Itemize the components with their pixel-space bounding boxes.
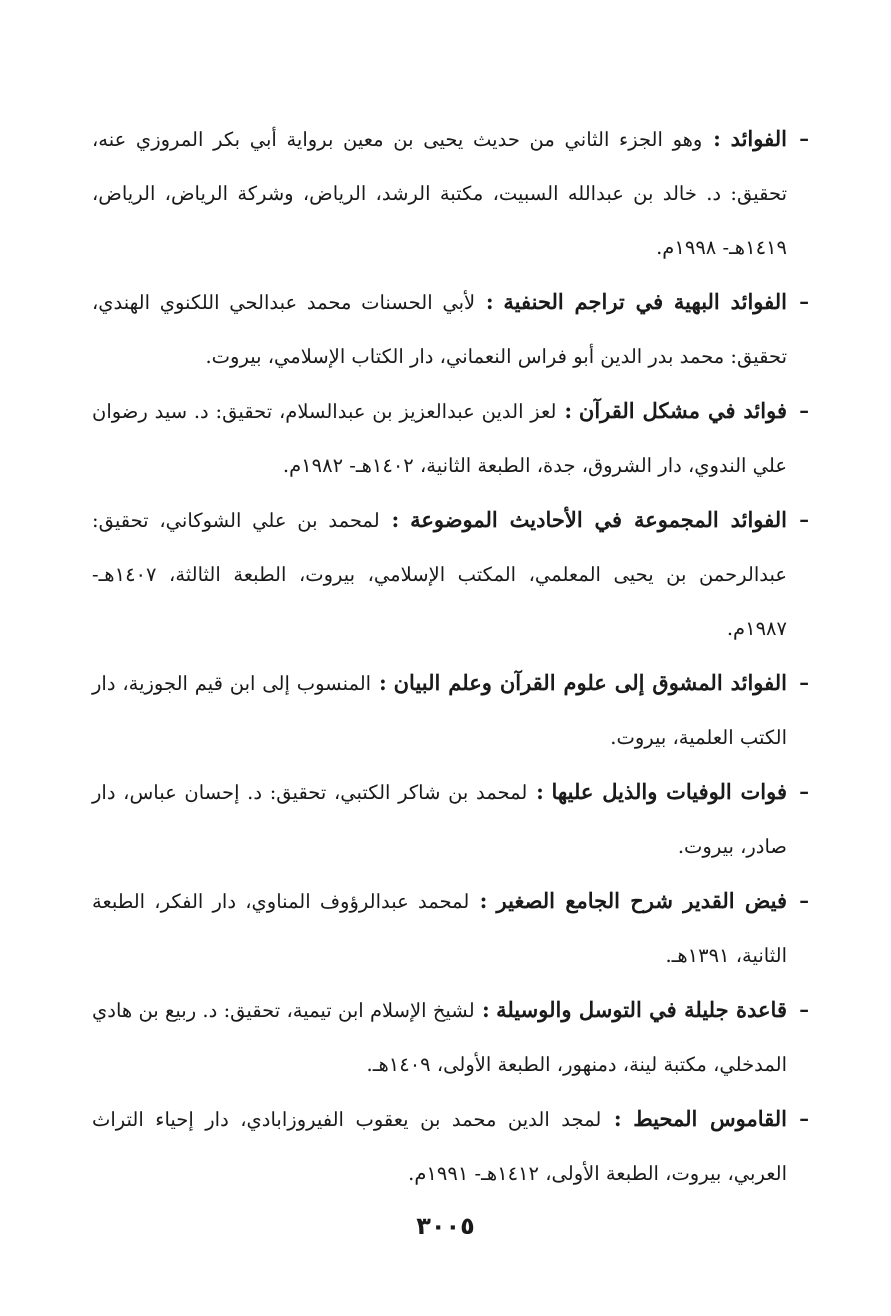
entry-body: لمحمد عبدالرؤوف المناوي، دار الفكر، الطبعة الثانية، ١٣٩١هـ. (92, 890, 787, 967)
entry-body: لمحمد بن شاكر الكتبي، تحقيق: د. إحسان عباس، دار صادر، بيروت. (92, 781, 787, 858)
bibliography-entry (92, 1092, 809, 1201)
entry-body: وهو الجزء الثاني من حديث يحيى بن معين برواية أبي بكر المروزي عنه، تحقيق: د. خالد بن عبدالله السبيت، مكتبة الرشد، الرياض، وشركة الرياض، الرياض، ١٤١٩هـ- ١٩٩٨م. (92, 128, 787, 259)
entry-title: قاعدة جليلة في التوسل والوسيلة (496, 997, 787, 1022)
entry-title: فيض القدير شرح الجامع الصغير (496, 888, 787, 913)
bibliography-entry (92, 874, 809, 983)
bibliography-entry (92, 275, 809, 384)
entry-body: لمحمد بن علي الشوكاني، تحقيق: عبدالرحمن بن يحيى المعلمي، المكتب الإسلامي، بيروت، الطبعة الثالثة، ١٤٠٧هـ- ١٩٨٧م. (92, 509, 787, 640)
entry-separator: : (556, 398, 573, 423)
entry-dash: – (799, 508, 809, 531)
entry-title: فوات الوفيات والذيل عليها (551, 779, 788, 804)
entry-separator: : (475, 289, 494, 314)
bibliography-entry (92, 765, 809, 874)
entry-dash: – (799, 889, 809, 912)
entry-separator: : (601, 1106, 622, 1131)
entry-separator: : (371, 670, 387, 695)
entry-separator: : (702, 126, 721, 151)
entry-separator: : (474, 997, 490, 1022)
entry-dash: – (799, 780, 809, 803)
entry-body: لشيخ الإسلام ابن تيمية، تحقيق: د. ربيع بن هادي المدخلي، مكتبة لينة، دمنهور، الطبعة الأولى، ١٤٠٩هـ. (92, 999, 787, 1076)
bibliography-entry (92, 656, 809, 765)
entry-body: لعز الدين عبدالعزيز بن عبدالسلام، تحقيق: د. سيد رضوان علي الندوي، دار الشروق، جدة، الطبعة الثانية، ١٤٠٢هـ- ١٩٨٢م. (92, 400, 787, 477)
entry-separator: : (469, 888, 488, 913)
entry-separator: : (379, 507, 400, 532)
bibliography-entry (92, 384, 809, 493)
entry-title: الفوائد المجموعة في الأحاديث الموضوعة (410, 507, 787, 532)
bibliography-entry (92, 493, 809, 656)
entry-dash: – (799, 1107, 809, 1130)
entry-dash: – (799, 998, 809, 1021)
entry-body: المنسوب إلى ابن قيم الجوزية، دار الكتب العلمية، بيروت. (92, 672, 787, 749)
entry-title: القاموس المحيط (633, 1106, 787, 1131)
bibliography-entry (92, 983, 809, 1092)
entry-separator: : (527, 779, 544, 804)
entry-dash: – (799, 290, 809, 313)
entry-body: لمجد الدين محمد بن يعقوب الفيروزابادي، دار إحياء التراث العربي، بيروت، الطبعة الأولى، ١٤١٢هـ- ١٩٩١م. (92, 1108, 787, 1185)
entry-dash: – (799, 127, 809, 150)
entry-title: الفوائد (730, 126, 787, 151)
entry-dash: – (799, 671, 809, 694)
page-number: ٣٠٠٥ (416, 1212, 475, 1240)
bibliography-list (92, 112, 809, 1201)
entry-title: الفوائد البهية في تراجم الحنفية (503, 289, 787, 314)
entry-body: لأبي الحسنات محمد عبدالحي اللكنوي الهندي، تحقيق: محمد بدر الدين أبو فراس النعماني، دار الكتاب الإسلامي، بيروت. (92, 291, 787, 368)
entry-dash: – (799, 399, 809, 422)
bibliography-entry (92, 112, 809, 275)
entry-title: الفوائد المشوق إلى علوم القرآن وعلم البيان (393, 670, 787, 695)
entry-title: فوائد في مشكل القرآن (578, 398, 787, 423)
